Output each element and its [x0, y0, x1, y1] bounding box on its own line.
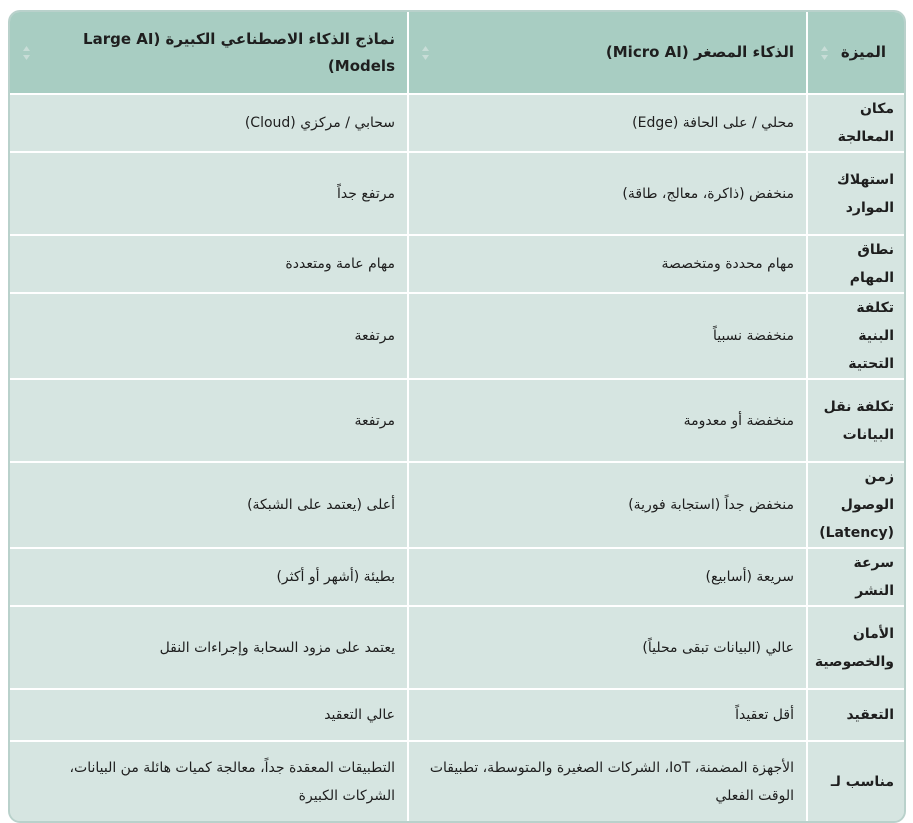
table-row [10, 235, 904, 293]
micro-ai-cell: منخفض (ذاكرة، معالج، طاقة) [408, 152, 807, 235]
feature-cell: تكلفة نقل البيانات [807, 379, 904, 462]
table-row [10, 689, 904, 741]
header-micro-ai[interactable] [408, 12, 807, 94]
header-label: الميزة [840, 43, 886, 61]
micro-ai-cell: عالي (البيانات تبقى محلياً) [408, 606, 807, 689]
comparison-table-container [8, 10, 906, 823]
large-ai-cell: مرتفع جداً [10, 152, 408, 235]
micro-ai-cell: الأجهزة المضمنة، IoT، الشركات الصغيرة والمتوسطة، تطبيقات الوقت الفعلي [408, 741, 807, 821]
micro-ai-cell: منخفضة أو معدومة [408, 379, 807, 462]
feature-cell: التعقيد [807, 689, 904, 741]
large-ai-cell: بطيئة (أشهر أو أكثر) [10, 548, 408, 606]
large-ai-cell: مرتفعة [10, 379, 408, 462]
table-row [10, 152, 904, 235]
table-row [10, 293, 904, 379]
table-row [10, 741, 904, 821]
micro-ai-cell: منخفض جداً (استجابة فورية) [408, 462, 807, 548]
micro-ai-cell: منخفضة نسبياً [408, 293, 807, 379]
large-ai-cell: أعلى (يعتمد على الشبكة) [10, 462, 408, 548]
feature-cell: مكان المعالجة [807, 94, 904, 152]
large-ai-cell: التطبيقات المعقدة جداً، معالجة كميات هائلة من البيانات، الشركات الكبيرة [10, 741, 408, 821]
comparison-table [10, 12, 904, 821]
large-ai-cell: مرتفعة [10, 293, 408, 379]
table-row [10, 606, 904, 689]
table-header-row [10, 12, 904, 94]
feature-cell: نطاق المهام [807, 235, 904, 293]
header-large-ai[interactable] [10, 12, 408, 94]
micro-ai-cell: سريعة (أسابيع) [408, 548, 807, 606]
sort-arrows-icon[interactable] [421, 45, 430, 61]
micro-ai-cell: أقل تعقيداً [408, 689, 807, 741]
header-label: نماذج الذكاء الاصطناعي الكبيرة (Large AI Models) [83, 29, 395, 75]
header-feature[interactable] [807, 12, 904, 94]
large-ai-cell: يعتمد على مزود السحابة وإجراءات النقل [10, 606, 408, 689]
feature-cell: زمن الوصول (Latency) [807, 462, 904, 548]
large-ai-cell: سحابي / مركزي (Cloud) [10, 94, 408, 152]
feature-cell: استهلاك الموارد [807, 152, 904, 235]
sort-arrows-icon[interactable] [22, 45, 31, 61]
micro-ai-cell: محلي / على الحافة (Edge) [408, 94, 807, 152]
table-row [10, 379, 904, 462]
feature-cell: مناسب لـ [807, 741, 904, 821]
feature-cell: سرعة النشر [807, 548, 904, 606]
sort-arrows-icon[interactable] [820, 45, 829, 61]
header-label: الذكاء المصغر (Micro AI) [605, 43, 794, 61]
table-row [10, 94, 904, 152]
large-ai-cell: عالي التعقيد [10, 689, 408, 741]
feature-cell: تكلفة البنية التحتية [807, 293, 904, 379]
feature-cell: الأمان والخصوصية [807, 606, 904, 689]
large-ai-cell: مهام عامة ومتعددة [10, 235, 408, 293]
table-row [10, 548, 904, 606]
table-row [10, 462, 904, 548]
micro-ai-cell: مهام محددة ومتخصصة [408, 235, 807, 293]
